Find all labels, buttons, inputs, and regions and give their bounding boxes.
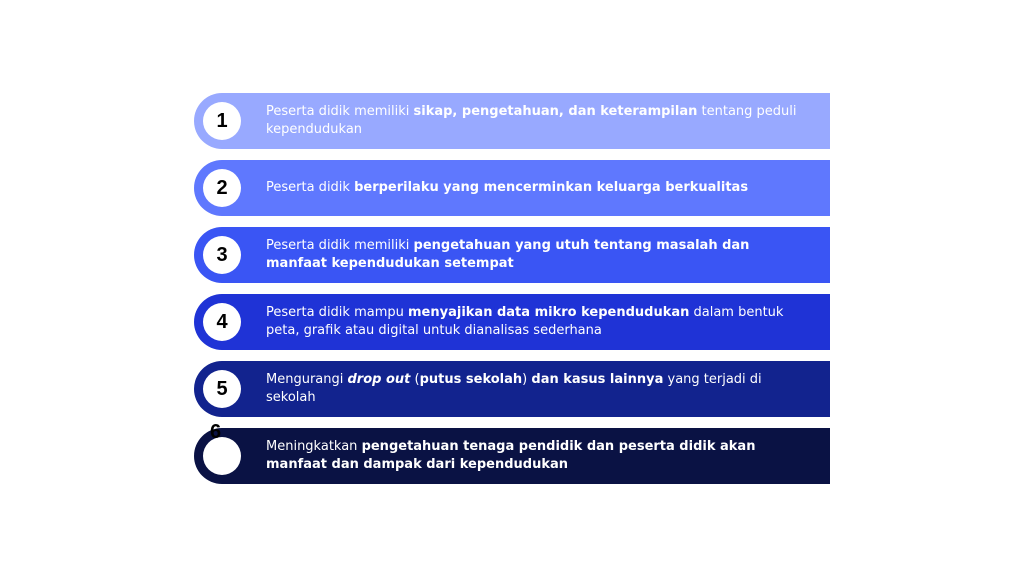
emphasis-text: putus sekolah bbox=[419, 372, 523, 387]
number-label: 6 bbox=[210, 421, 222, 443]
goal-text bbox=[266, 294, 806, 350]
number-badge bbox=[203, 169, 241, 207]
goal-paragraph: Peserta didik mampu menyajikan data mikro kependudukan dalam bentuk peta, grafik atau digital untuk dianalisas sederhana bbox=[266, 305, 784, 338]
goal-row-2 bbox=[194, 160, 830, 216]
goal-row-3 bbox=[194, 227, 830, 283]
emphasis-text: dan kasus lainnya bbox=[531, 372, 664, 387]
number-label: 4 bbox=[216, 310, 228, 333]
emphasis-text: menyajikan data mikro kependudukan bbox=[408, 305, 690, 320]
goal-row-4 bbox=[194, 294, 830, 350]
goal-row-1 bbox=[194, 93, 830, 149]
number-badge bbox=[203, 236, 241, 274]
emphasis-text: berperilaku yang mencerminkan keluarga berkualitas bbox=[354, 180, 749, 195]
goal-text bbox=[266, 227, 806, 283]
emphasis-text: drop out bbox=[347, 372, 411, 387]
goal-row-6 bbox=[194, 421, 830, 484]
goal-paragraph: Peserta didik memiliki pengetahuan yang utuh tentang masalah dan manfaat kependudukan setempat bbox=[266, 238, 750, 271]
emphasis-text: pengetahuan tenaga pendidik dan peserta didik akan manfaat dan dampak dari kependudukan bbox=[266, 439, 756, 472]
goal-row-5 bbox=[194, 361, 830, 417]
number-badge bbox=[203, 102, 241, 140]
goal-paragraph: Peserta didik berperilaku yang mencerminkan keluarga berkualitas bbox=[266, 180, 749, 195]
number-label: 1 bbox=[216, 109, 228, 132]
goal-text bbox=[266, 428, 806, 484]
goal-text bbox=[266, 160, 806, 216]
goal-text bbox=[266, 361, 806, 417]
goal-text bbox=[266, 93, 806, 149]
number-badge bbox=[203, 437, 241, 475]
number-badge bbox=[203, 303, 241, 341]
emphasis-text: pengetahuan yang utuh tentang masalah dan manfaat kependudukan setempat bbox=[266, 238, 750, 271]
number-badge bbox=[203, 370, 241, 408]
goal-paragraph: Peserta didik memiliki sikap, pengetahuan, dan keterampilan tentang peduli kependudukan bbox=[266, 104, 797, 137]
goal-paragraph: Meningkatkan pengetahuan tenaga pendidik dan peserta didik akan manfaat dan dampak dari kependudukan bbox=[266, 439, 756, 472]
emphasis-text: sikap, pengetahuan, dan keterampilan bbox=[413, 104, 698, 119]
goal-paragraph: Mengurangi drop out (putus sekolah) dan kasus lainnya yang terjadi di sekolah bbox=[266, 372, 762, 405]
number-label: 3 bbox=[216, 243, 228, 266]
number-label: 5 bbox=[216, 377, 228, 400]
number-label: 2 bbox=[216, 176, 228, 199]
